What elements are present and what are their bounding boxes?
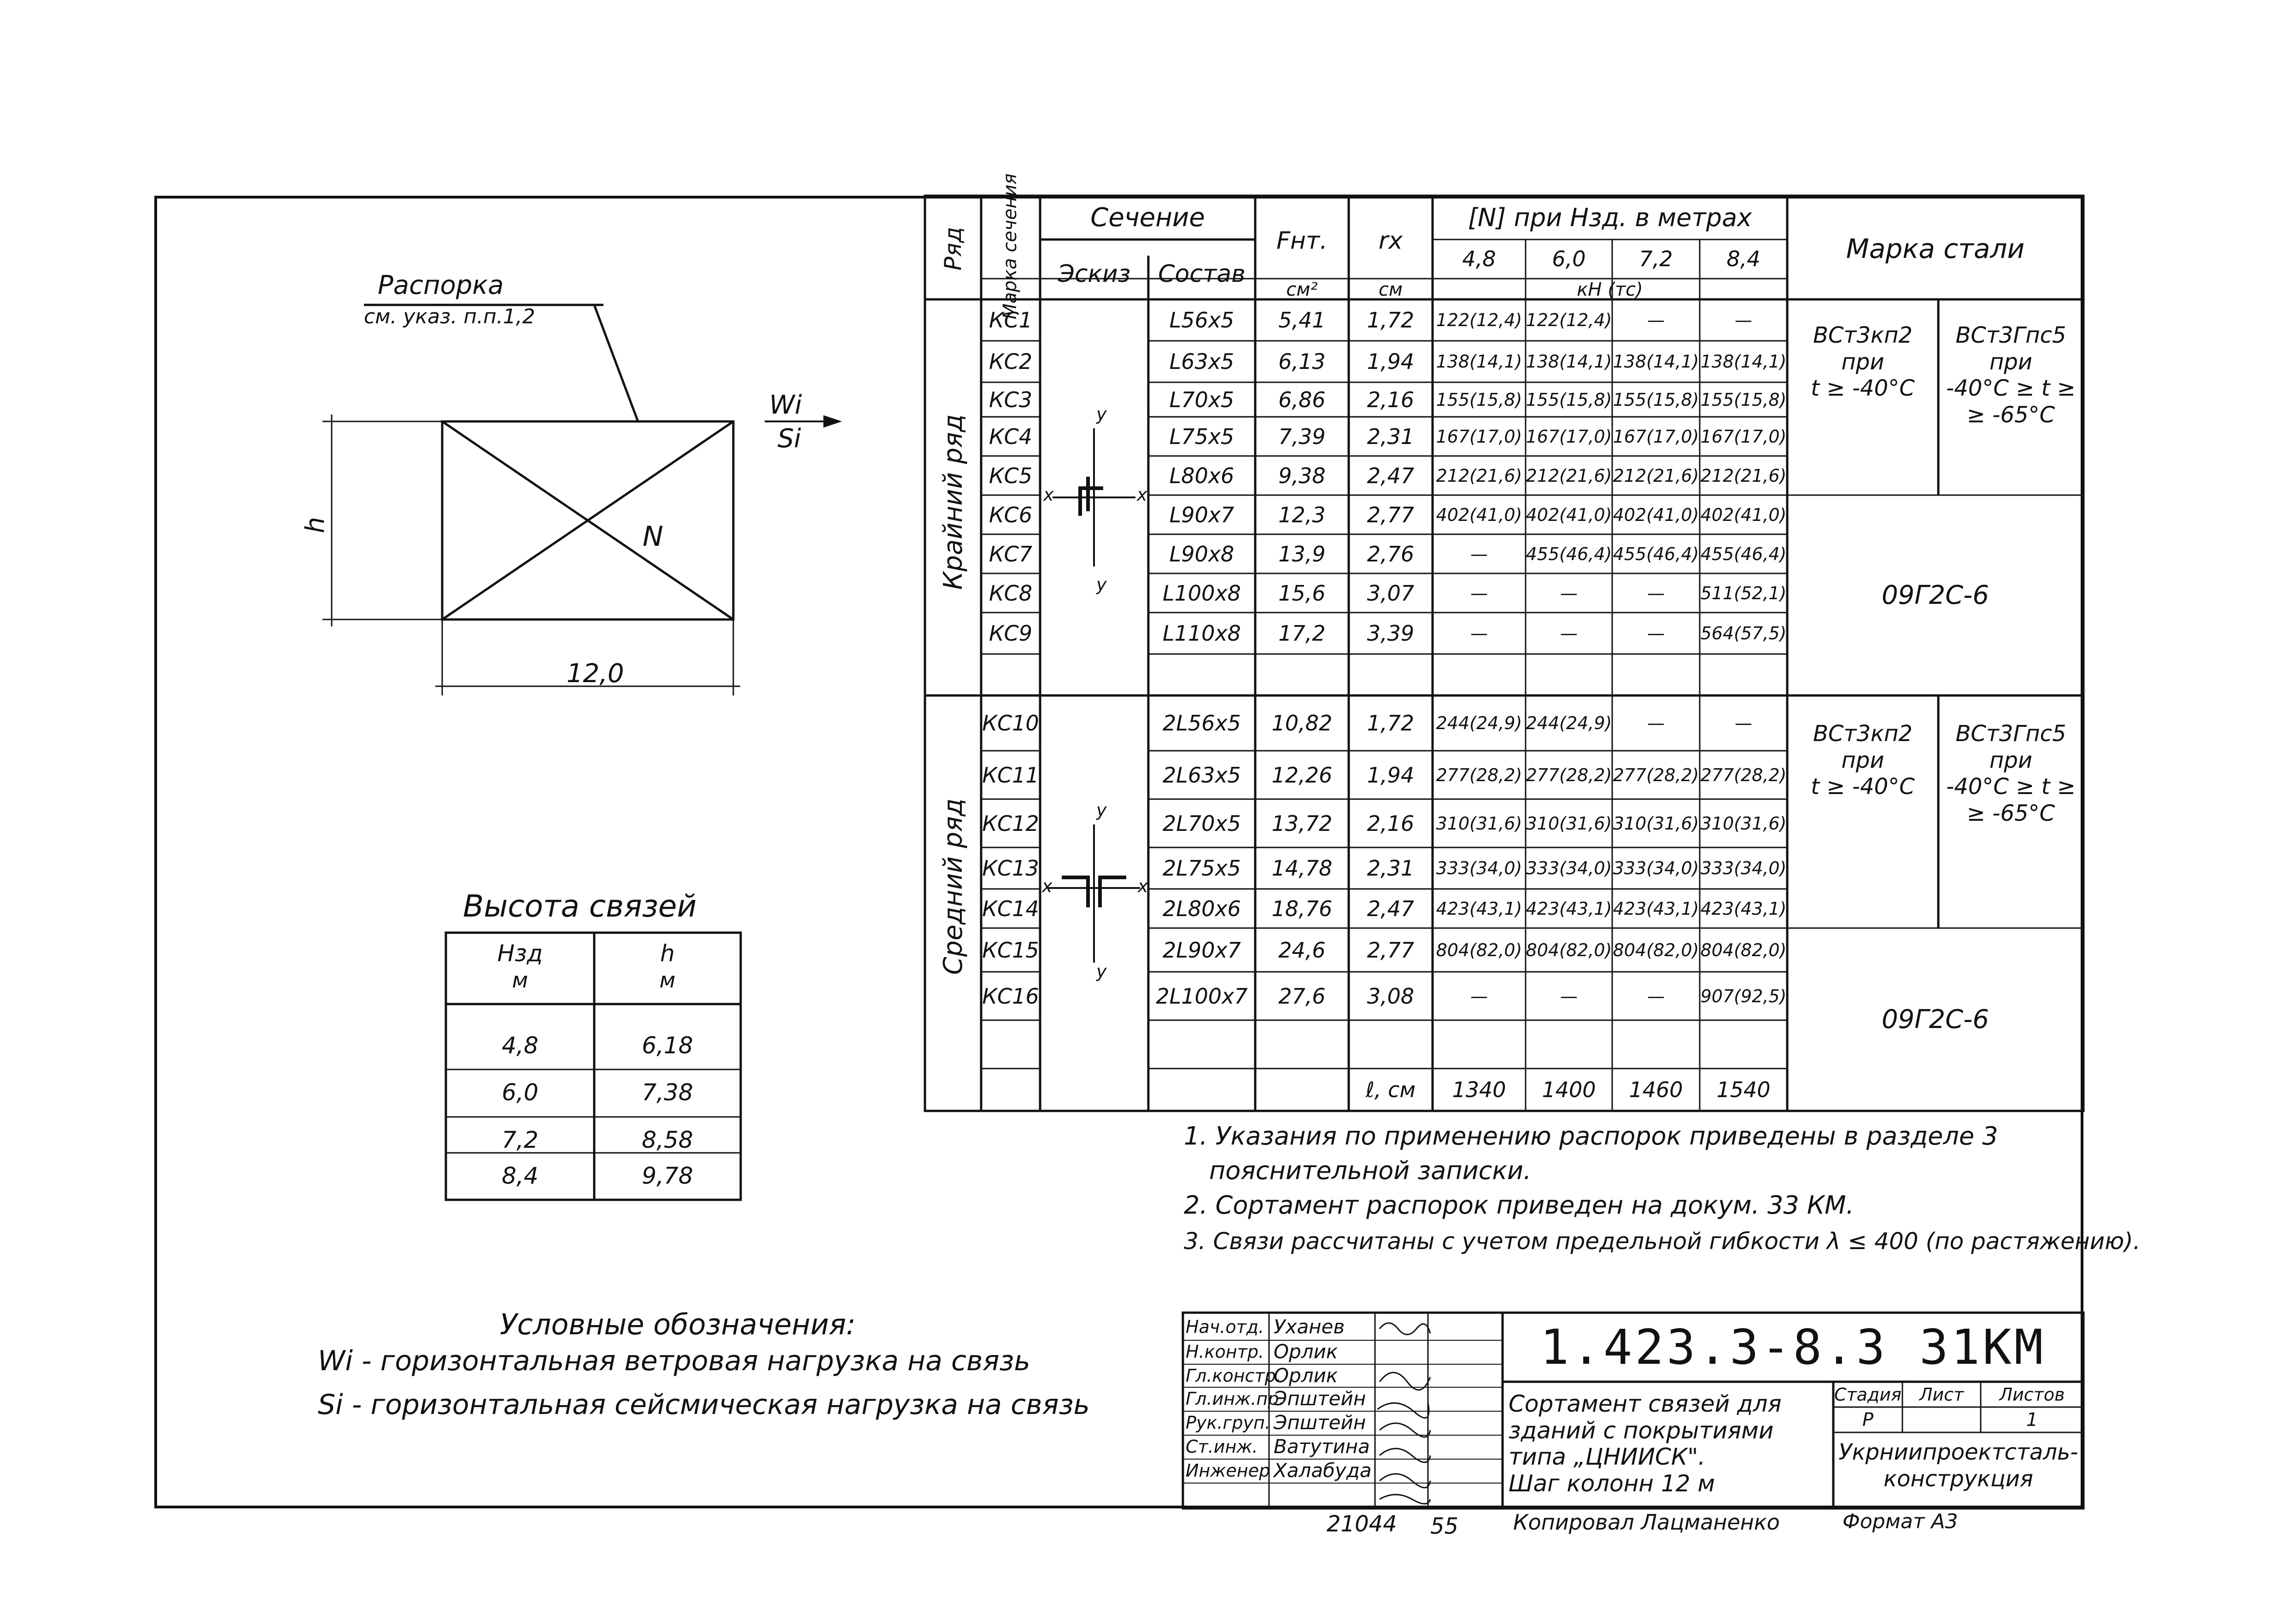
force-8-4: 804(82,0) (1700, 940, 1787, 960)
force-7-2: 167(17,0) (1613, 426, 1699, 447)
force-8-4: 402(41,0) (1700, 504, 1787, 525)
steel-grade-a-1: ВСт3кп2 при t ≥ -40°C (1811, 322, 1915, 402)
heights-head-1: Нзд (497, 940, 543, 967)
force-4-8: 333(34,0) (1436, 858, 1522, 878)
sheets-header: Листов (1999, 1384, 2065, 1405)
force-4-8: — (1470, 986, 1488, 1006)
col-force-unit: кН (тс) (1577, 279, 1643, 300)
section-area: 9,38 (1278, 463, 1326, 488)
stamp-role: Н.контр. (1186, 1342, 1264, 1362)
heights-brace-height: 6,18 (642, 1032, 693, 1059)
section-area: 12,26 (1271, 762, 1333, 788)
force-4-8: 244(24,9) (1436, 713, 1522, 733)
col-force-header: [N] при Нзд. в метрах (1468, 203, 1752, 232)
col-mark-header: Марка сечения (1000, 173, 1021, 320)
col-force-h1: 4,8 (1462, 246, 1496, 271)
col-composition-header: Состав (1158, 260, 1246, 288)
heights-head-2: h (660, 940, 675, 967)
force-7-2: 402(41,0) (1613, 504, 1699, 525)
section-mark: КС15 (982, 937, 1039, 963)
force-8-4: 310(31,6) (1700, 813, 1787, 834)
group-middle-row: Средний ряд (938, 798, 968, 975)
wind-load-label: Wi (769, 390, 802, 420)
force-7-2: — (1647, 623, 1665, 643)
stamp-role: Инженер (1186, 1460, 1270, 1481)
force-7-2: 277(28,2) (1613, 765, 1699, 785)
force-4-8: — (1470, 623, 1488, 643)
section-area: 27,6 (1278, 983, 1326, 1009)
section-mark: КС8 (989, 580, 1033, 606)
force-7-2: 155(15,8) (1613, 389, 1699, 410)
col-steel-header: Марка стали (1846, 233, 2025, 264)
steel-grade-a-2: ВСт3кп2 при t ≥ -40°C (1811, 721, 1915, 800)
force-4-8: — (1470, 543, 1488, 564)
section-composition: 2L63x5 (1163, 762, 1241, 788)
radius-of-gyration: 2,16 (1367, 387, 1415, 412)
stamp-role: Гл.констр. (1186, 1366, 1281, 1386)
brace-label: Распорка (378, 270, 504, 300)
axis-y-bottom-2: y (1096, 961, 1107, 981)
force-7-2: 423(43,1) (1613, 898, 1699, 919)
stamp-name: Ватутина (1274, 1435, 1370, 1458)
legend-title: Условные обозначения: (500, 1308, 856, 1341)
force-8-4: 138(14,1) (1700, 351, 1787, 372)
section-composition: L75x5 (1169, 424, 1234, 449)
heights-brace-height: 9,78 (642, 1163, 693, 1189)
force-6-0: 167(17,0) (1526, 426, 1612, 447)
length-value-4: 1540 (1716, 1077, 1771, 1102)
document-description: Сортамент связей для зданий с покрытиями типа „ЦНИИСК". Шаг колонн 12 м (1509, 1390, 1782, 1497)
section-composition: L90x7 (1169, 502, 1234, 527)
sheets-value: 1 (2026, 1409, 2038, 1431)
force-7-2: 310(31,6) (1613, 813, 1699, 834)
section-mark: КС9 (989, 621, 1033, 646)
section-area: 7,39 (1278, 424, 1326, 449)
force-6-0: 277(28,2) (1526, 765, 1612, 785)
stamp-name: Халабуда (1274, 1459, 1372, 1482)
force-6-0: — (1560, 583, 1578, 603)
col-force-h4: 8,4 (1726, 246, 1761, 271)
force-8-4: 167(17,0) (1700, 426, 1787, 447)
section-mark: КС6 (989, 502, 1033, 527)
section-area: 13,9 (1278, 541, 1326, 567)
length-value-2: 1400 (1542, 1077, 1596, 1102)
radius-of-gyration: 3,07 (1367, 580, 1415, 606)
col-sketch-header: Эскиз (1058, 260, 1131, 288)
force-6-0: — (1560, 623, 1578, 643)
section-composition: 2L90x7 (1163, 937, 1241, 963)
section-mark: КС3 (989, 387, 1033, 412)
section-composition: 2L80x6 (1163, 896, 1241, 921)
stage-header: Стадия (1834, 1384, 1901, 1405)
axis-x-left-1: x (1043, 485, 1054, 505)
force-8-4: — (1735, 713, 1752, 733)
section-mark: КС2 (989, 349, 1033, 374)
force-8-4: 333(34,0) (1700, 858, 1787, 878)
section-mark: КС16 (982, 983, 1039, 1009)
force-4-8: 402(41,0) (1436, 504, 1522, 525)
section-composition: L100x8 (1163, 580, 1241, 606)
axis-x-right-1: x (1137, 485, 1147, 505)
force-7-2: 804(82,0) (1613, 940, 1699, 960)
legend-seismic: Si - горизонтальная сейсмическая нагрузка на связь (318, 1389, 1090, 1421)
section-mark: КС10 (982, 711, 1039, 736)
force-6-0: — (1560, 986, 1578, 1006)
page-number: 55 (1430, 1513, 1459, 1539)
force-8-4: 155(15,8) (1700, 389, 1787, 410)
section-area: 10,82 (1271, 711, 1333, 736)
group-outer-row: Крайний ряд (938, 414, 968, 590)
copied-by: Копировал Лацманенко (1513, 1510, 1780, 1535)
section-composition: L70x5 (1169, 387, 1234, 412)
span-dim-label: 12,0 (567, 659, 624, 689)
note-1: 1. Указания по применению распорок приведены в разделе 3 (1184, 1122, 1998, 1151)
col-area-header: Fнт. (1276, 227, 1328, 255)
force-6-0: 155(15,8) (1526, 389, 1612, 410)
section-area: 14,78 (1271, 856, 1333, 881)
force-4-8: — (1470, 583, 1488, 603)
heights-brace-height: 7,38 (642, 1079, 693, 1106)
section-composition: 2L75x5 (1163, 856, 1241, 881)
section-composition: L63x5 (1169, 349, 1234, 374)
force-4-8: 212(21,6) (1436, 465, 1522, 486)
force-label: N (643, 520, 663, 553)
heights-head-1-unit: м (512, 967, 528, 993)
heights-building-height: 8,4 (502, 1163, 538, 1189)
radius-of-gyration: 2,16 (1367, 811, 1415, 836)
force-8-4: 564(57,5) (1700, 623, 1787, 643)
section-area: 13,72 (1271, 811, 1333, 836)
radius-of-gyration: 2,76 (1367, 541, 1415, 567)
radius-of-gyration: 3,08 (1367, 983, 1415, 1009)
force-4-8: 155(15,8) (1436, 389, 1522, 410)
force-6-0: 402(41,0) (1526, 504, 1612, 525)
force-8-4: 907(92,5) (1700, 986, 1787, 1006)
stamp-name: Орлик (1274, 1340, 1338, 1363)
force-8-4: — (1735, 310, 1752, 330)
axis-x-left-2: x (1042, 876, 1053, 896)
section-mark: КС14 (982, 896, 1039, 921)
note-2: 2. Сортамент распорок приведен на докум. 33 КМ. (1184, 1191, 1854, 1220)
section-composition: L110x8 (1163, 621, 1241, 646)
col-force-h3: 7,2 (1639, 246, 1673, 271)
force-8-4: 423(43,1) (1700, 898, 1787, 919)
col-force-h2: 6,0 (1552, 246, 1586, 271)
section-area: 17,2 (1278, 621, 1326, 646)
force-7-2: 138(14,1) (1613, 351, 1699, 372)
inventory-number: 21044 (1327, 1511, 1397, 1537)
heights-building-height: 7,2 (502, 1127, 538, 1153)
col-radius-header: rx (1378, 227, 1403, 255)
col-section-header: Сечение (1090, 202, 1205, 233)
note-3: 3. Связи рассчитаны с учетом предельной гибкости λ ≤ 400 (по растяжению). (1184, 1228, 2141, 1255)
height-dim-label: h (300, 517, 330, 533)
steel-grade-b-1: ВСт3Гпс5 при -40°C ≥ t ≥ ≥ -65°C (1946, 322, 2076, 428)
force-4-8: 167(17,0) (1436, 426, 1522, 447)
force-7-2: — (1647, 583, 1665, 603)
steel-grade-c-2: 09Г2С-6 (1881, 1004, 1989, 1034)
section-area: 12,3 (1278, 502, 1326, 527)
section-area: 15,6 (1278, 580, 1326, 606)
stamp-name: Уханев (1274, 1315, 1345, 1338)
force-6-0: 333(34,0) (1526, 858, 1612, 878)
steel-grade-c-1: 09Г2С-6 (1881, 580, 1989, 610)
radius-of-gyration: 2,31 (1367, 856, 1415, 881)
radius-of-gyration: 1,94 (1367, 349, 1415, 374)
force-7-2: 333(34,0) (1613, 858, 1699, 878)
section-mark: КС12 (982, 811, 1039, 836)
force-8-4: 455(46,4) (1700, 543, 1787, 564)
force-8-4: 212(21,6) (1700, 465, 1787, 486)
brace-sublabel: см. указ. п.п.1,2 (364, 305, 535, 328)
force-4-8: 804(82,0) (1436, 940, 1522, 960)
section-composition: L56x5 (1169, 308, 1234, 333)
seismic-load-label: Si (778, 424, 801, 454)
force-6-0: 423(43,1) (1526, 898, 1612, 919)
force-4-8: 122(12,4) (1436, 310, 1522, 330)
steel-grade-b-2: ВСт3Гпс5 при -40°C ≥ t ≥ ≥ -65°C (1946, 721, 2076, 826)
stamp-name: Эпштейн (1274, 1387, 1366, 1410)
axis-y-top-1: y (1096, 404, 1107, 424)
radius-of-gyration: 3,39 (1367, 621, 1415, 646)
force-6-0: 244(24,9) (1526, 713, 1612, 733)
force-4-8: 138(14,1) (1436, 351, 1522, 372)
force-6-0: 455(46,4) (1526, 543, 1612, 564)
heights-head-2-unit: м (659, 967, 676, 993)
section-area: 24,6 (1278, 937, 1326, 963)
radius-of-gyration: 2,47 (1367, 463, 1415, 488)
sheet-header: Лист (1919, 1384, 1964, 1405)
organization: Укрниипроектсталь- конструкция (1838, 1439, 2078, 1492)
col-radius-unit: см (1378, 279, 1403, 300)
force-7-2: — (1647, 986, 1665, 1006)
signatures (1377, 1323, 1430, 1504)
stamp-role: Нач.отд. (1186, 1317, 1264, 1337)
col-area-unit: см² (1286, 279, 1318, 300)
force-4-8: 277(28,2) (1436, 765, 1522, 785)
section-composition: 2L56x5 (1163, 711, 1241, 736)
axis-y-top-2: y (1096, 800, 1107, 820)
radius-of-gyration: 1,72 (1367, 711, 1415, 736)
note-1-cont: пояснительной записки. (1209, 1156, 1532, 1185)
section-mark: КС1 (989, 308, 1033, 333)
stage-value: Р (1862, 1409, 1874, 1431)
radius-of-gyration: 2,77 (1367, 502, 1415, 527)
section-area: 6,86 (1278, 387, 1326, 412)
stamp-name: Орлик (1274, 1364, 1338, 1387)
force-8-4: 277(28,2) (1700, 765, 1787, 785)
radius-of-gyration: 1,94 (1367, 762, 1415, 788)
stamp-role: Ст.инж. (1186, 1437, 1258, 1457)
section-composition: 2L100x7 (1156, 983, 1248, 1009)
force-6-0: 804(82,0) (1526, 940, 1612, 960)
stamp-name: Эпштейн (1274, 1411, 1366, 1434)
length-label: ℓ, см (1365, 1077, 1416, 1102)
section-mark: КС11 (982, 762, 1039, 788)
radius-of-gyration: 2,47 (1367, 896, 1415, 921)
heights-title: Высота связей (463, 888, 697, 924)
document-code: 1.423.3-8.3 31КМ (1540, 1319, 2046, 1375)
radius-of-gyration: 1,72 (1367, 308, 1415, 333)
force-6-0: 310(31,6) (1526, 813, 1612, 834)
radius-of-gyration: 2,77 (1367, 937, 1415, 963)
radius-of-gyration: 2,31 (1367, 424, 1415, 449)
section-mark: КС4 (989, 424, 1033, 449)
force-6-0: 138(14,1) (1526, 351, 1612, 372)
heights-brace-height: 8,58 (642, 1127, 693, 1153)
section-composition: L80x6 (1169, 463, 1234, 488)
length-value-3: 1460 (1629, 1077, 1683, 1102)
section-mark: КС13 (982, 856, 1039, 881)
axis-y-bottom-1: y (1096, 574, 1107, 595)
force-7-2: — (1647, 713, 1665, 733)
section-area: 5,41 (1278, 308, 1326, 333)
stamp-role: Рук.груп. (1186, 1413, 1270, 1433)
force-4-8: 310(31,6) (1436, 813, 1522, 834)
force-7-2: 212(21,6) (1613, 465, 1699, 486)
stamp-role: Гл.инж.пр. (1186, 1389, 1285, 1409)
heights-building-height: 6,0 (502, 1079, 538, 1106)
section-area: 18,76 (1271, 896, 1333, 921)
section-composition: 2L70x5 (1163, 811, 1241, 836)
force-6-0: 122(12,4) (1526, 310, 1612, 330)
section-area: 6,13 (1278, 349, 1326, 374)
length-value-1: 1340 (1452, 1077, 1506, 1102)
legend-wind: Wi - горизонтальная ветровая нагрузка на связь (318, 1345, 1030, 1377)
force-7-2: — (1647, 310, 1665, 330)
force-8-4: 511(52,1) (1700, 583, 1787, 603)
heights-building-height: 4,8 (502, 1032, 538, 1059)
force-4-8: 423(43,1) (1436, 898, 1522, 919)
col-row-header: Ряд (940, 227, 966, 271)
axis-x-right-2: x (1138, 876, 1148, 896)
sheet-format: Формат А3 (1843, 1510, 1958, 1533)
section-mark: КС5 (989, 463, 1033, 488)
section-composition: L90x8 (1169, 541, 1234, 567)
force-6-0: 212(21,6) (1526, 465, 1612, 486)
force-7-2: 455(46,4) (1613, 543, 1699, 564)
section-mark: КС7 (989, 541, 1033, 567)
